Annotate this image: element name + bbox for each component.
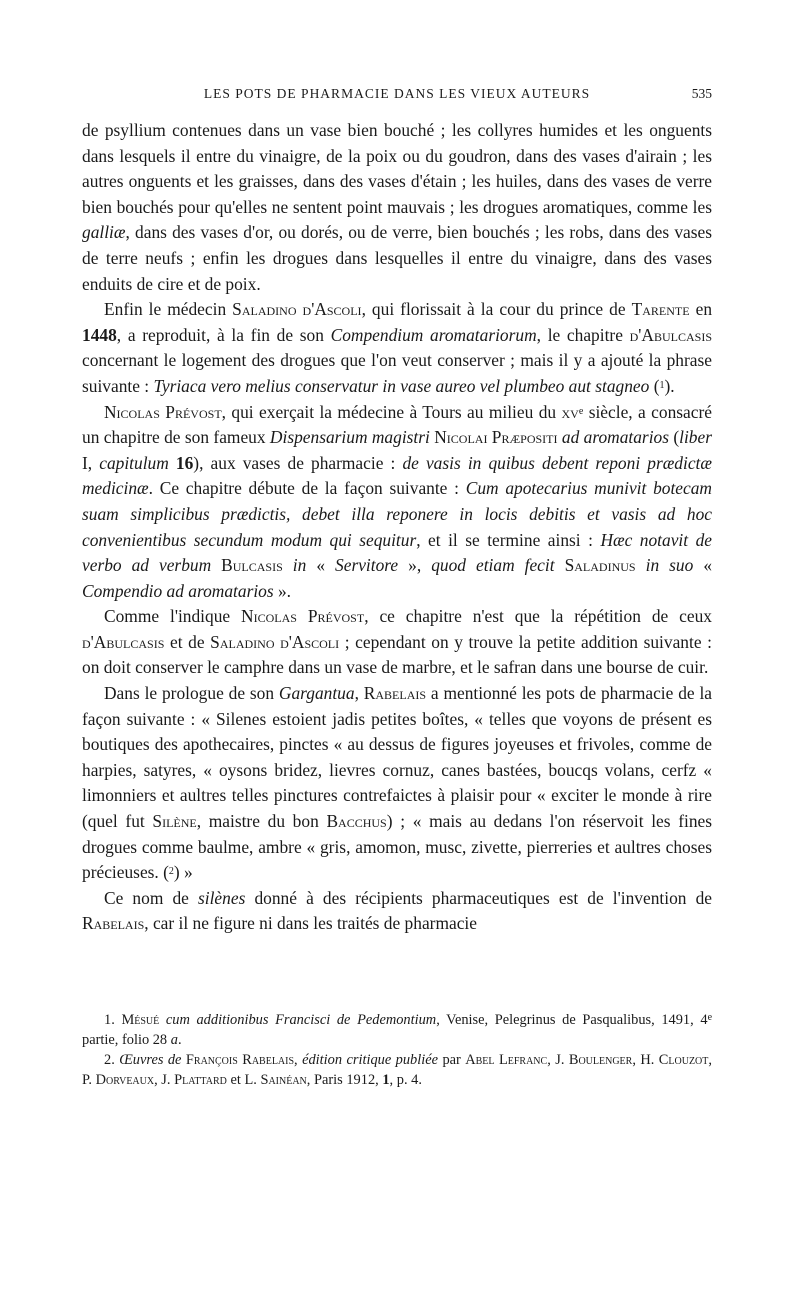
text-run xyxy=(283,555,293,575)
text-run: , p. 4. xyxy=(389,1072,422,1088)
text-run: Sainéan xyxy=(260,1072,307,1088)
text-run: cum additionibus Francisci de Pedemontium xyxy=(165,1012,437,1028)
text-run: d'Abulcasis xyxy=(629,324,712,345)
text-run: Enfin le médecin xyxy=(104,299,233,320)
text-run: . xyxy=(177,1032,182,1048)
text-run: , J. xyxy=(547,1052,569,1068)
running-head xyxy=(82,86,712,106)
text-run: in xyxy=(292,555,307,576)
running-head-title: LES POTS DE PHARMACIE DANS LES VIEUX AUTEURS xyxy=(203,86,591,101)
text-run: , Paris 1912, xyxy=(306,1072,383,1088)
text-run: Plattard xyxy=(174,1072,227,1088)
text-run: Tyriaca vero melius conservatur in vase aureo vel plumbeo aut stagneo xyxy=(153,375,650,396)
text-run: édition critique publiée xyxy=(302,1052,439,1068)
text-run: et L. xyxy=(226,1072,261,1088)
text-run: , a reproduit, à la fin de son xyxy=(116,324,331,345)
text-run: , xyxy=(294,1052,303,1068)
paragraph xyxy=(82,886,712,937)
text-run: Nicolai Præpositi xyxy=(434,427,558,448)
text-run: concernant le logement des drogues que l'on veut conserver ; mais il y a ajouté la phrase suivante : xyxy=(82,350,712,396)
text-run xyxy=(169,453,176,473)
text-run: I, xyxy=(82,452,100,473)
text-run: « xyxy=(693,555,713,576)
text-run: ). xyxy=(664,375,675,396)
text-run: Compendium aromatariorum xyxy=(330,324,537,345)
text-run xyxy=(555,555,565,575)
text-run: , H. xyxy=(632,1052,659,1068)
text-run xyxy=(636,555,646,575)
paragraph xyxy=(82,118,712,297)
text-run xyxy=(211,555,221,575)
text-run: ) » xyxy=(173,862,193,883)
text-run: Boulenger xyxy=(568,1052,633,1068)
text-run: , J. xyxy=(154,1072,175,1088)
text-run: ), aux vases de pharmacie : xyxy=(193,452,403,473)
paragraph xyxy=(82,400,712,605)
text-run: capitulum xyxy=(99,452,169,473)
body-text xyxy=(82,118,712,937)
text-run: e xyxy=(578,405,584,417)
text-run: Tarente xyxy=(631,299,690,320)
text-run: , Venise, Pelegrinus de Pasqualibus, 1491, 4 xyxy=(436,1012,708,1028)
text-run: , dans des vases d'or, ou dorés, ou de verre, bien bouchés ; les robs, dans des vases de terre neufs ; enfin les drogues dans lesquelles il entre du vinaigre, dans des vases enduits de cire et de poix. xyxy=(82,222,712,294)
text-run: 1448 xyxy=(82,324,117,345)
text-run: Rabelais xyxy=(363,683,427,704)
text-run: , et il se termine ainsi : xyxy=(416,529,601,550)
text-run: , qui exerçait la médecine à Tours au milieu du xyxy=(221,401,562,422)
text-run: 2 xyxy=(168,866,174,878)
text-run: ad aromatarios xyxy=(561,427,669,448)
text-run: . Ce chapitre débute de la façon suivante : xyxy=(148,478,466,499)
text-run: Gargantua xyxy=(278,683,355,704)
text-run: Saladino d'Ascoli xyxy=(232,299,362,320)
text-run: de psyllium contenues dans un vase bien bouché ; les collyres humides et les onguents dans lesquels il entre du vinaigre, de la poix ou du goudron, dans des vases d'airain ; les autres onguents et les graisses, dans des vases d'étain ; les huiles, dans des vases de verre bien bouchés pour qu'elles ne sentent point mauvais ; les drogues aromatiques, comme les xyxy=(82,120,712,217)
text-run: Dispensarium magistri xyxy=(269,427,430,448)
text-run: Comme l'indique xyxy=(104,606,242,627)
paragraph xyxy=(82,297,712,399)
text-run: quod etiam fecit xyxy=(431,555,555,576)
text-run: in suo xyxy=(645,555,694,576)
text-run: liber xyxy=(679,427,712,448)
text-run: en xyxy=(689,299,713,320)
text-run: , qui florissait à la cour du prince de xyxy=(361,299,632,320)
text-run: Nicolas Prévost xyxy=(241,606,365,627)
page-number: 535 xyxy=(691,86,712,101)
text-run: par xyxy=(438,1052,466,1068)
text-run: a xyxy=(170,1032,178,1048)
text-run: Bulcasis xyxy=(221,555,283,576)
text-run: donné à des récipients pharmaceutiques est de l'invention de xyxy=(245,887,712,908)
text-run: , ce chapitre n'est que la répétition de ceux xyxy=(364,606,712,627)
text-run: , P. xyxy=(82,1052,712,1088)
text-run: ». xyxy=(273,580,292,601)
text-run: Servitore xyxy=(335,555,399,576)
text-run: Mésué xyxy=(121,1012,160,1028)
text-run: ( xyxy=(668,427,680,448)
text-run: silènes xyxy=(198,887,246,908)
text-run: François Rabelais xyxy=(185,1052,295,1068)
text-run: , maistre du bon xyxy=(196,811,327,832)
text-run: 1 xyxy=(382,1072,390,1088)
text-run: Bacchus xyxy=(326,811,387,832)
text-run: 16 xyxy=(175,452,194,473)
footnote xyxy=(82,1050,712,1090)
footnote xyxy=(82,1010,712,1050)
text-run: ( xyxy=(649,375,660,396)
text-run: Compendio ad aromatarios xyxy=(82,580,274,601)
text-run: Silène xyxy=(152,811,197,832)
text-run: Hæc notavit de verbo ad verbum xyxy=(82,529,712,576)
text-run: 1 xyxy=(659,379,665,391)
text-run: Dans le prologue de son xyxy=(104,683,279,704)
text-run: d'Abulcasis xyxy=(82,631,165,652)
text-run: Cum apotecarius munivit botecam suam simplicibus prædictis, debet illa reponere in locis debitis et vasis ad hoc convenientibus secundum modum qui sequitur xyxy=(82,478,712,550)
text-run: Saladinus xyxy=(564,555,636,576)
text-run: 1. xyxy=(104,1012,122,1028)
text-run: Nicolas Prévost xyxy=(104,401,222,422)
text-run: galliæ xyxy=(82,222,126,243)
text-run xyxy=(159,1012,166,1028)
text-run: , car il ne figure ni dans les traités de pharmacie xyxy=(144,913,477,934)
text-run: ) ; « mais au dedans l'on réservoit les fines drogues comme baulme, ambre « gris, amomon, musc, zivette, pierreries et aultres choses précieuses. ( xyxy=(82,811,712,883)
text-run: 2. xyxy=(104,1052,120,1068)
text-run: Saladino d'Ascoli xyxy=(210,631,340,652)
paragraph xyxy=(82,681,712,886)
text-run: partie, folio 28 xyxy=(82,1032,171,1048)
text-run: et de xyxy=(164,631,211,652)
text-run: , le chapitre xyxy=(536,324,630,345)
text-run: siècle, a consacré un chapitre de son fameux xyxy=(82,401,712,448)
text-run: Abel Lefranc xyxy=(465,1052,548,1068)
text-run: xv xyxy=(561,401,579,422)
text-run: Dorveaux xyxy=(95,1072,155,1088)
text-run: Œuvres de xyxy=(119,1052,182,1068)
footnotes xyxy=(82,1010,712,1090)
text-run: « xyxy=(306,555,336,576)
text-run: ; cependant on y trouve la petite addition suivante : on doit conserver le camphre dans un vase de marbre, et le safran dans une bourse de cuir. xyxy=(82,631,712,678)
text-run: Rabelais xyxy=(82,913,145,934)
text-run: Clouzot xyxy=(658,1052,709,1068)
text-run: de vasis in quibus debent reponi prædictæ medicinæ xyxy=(82,452,712,499)
text-run: , xyxy=(354,683,364,704)
text-run: Ce nom de xyxy=(104,887,198,908)
text-run: », xyxy=(398,555,432,576)
text-run: a mentionné les pots de pharmacie de la façon suivante : « Silenes estoient jadis petites boîtes, « telles que voyons de présent es boutiques des apothecaires, pinctes « au dessus de figures joyeuses et frivoles, comme de harpies, satyres, « oysons bridez, lievres cornuz, canes bastées, boucqs volans, cerfz « limonniers et aultres telles pinctures contrefaictes à plaisir pour « exciter le monde à rire (quel fut xyxy=(82,683,713,832)
text-run: e xyxy=(707,1012,713,1023)
paragraph xyxy=(82,604,712,681)
